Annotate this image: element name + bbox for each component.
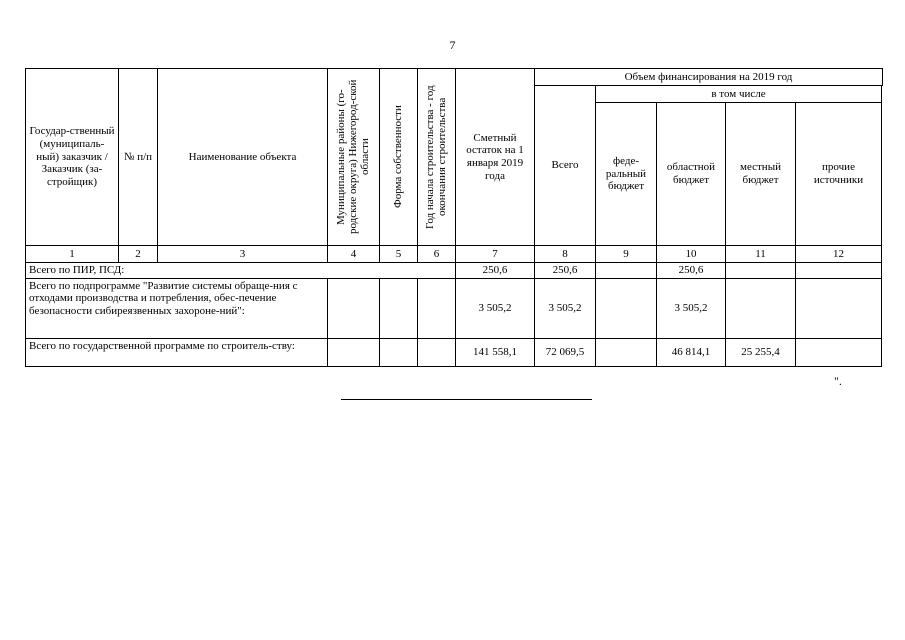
header-other: прочие источники [796,103,882,246]
cell-local [726,278,796,338]
cell-regional: 3 505,2 [657,278,726,338]
cell-other [796,263,882,279]
cell-total: 250,6 [535,263,596,279]
header-object-name: Наименование объекта [158,69,328,246]
cell-regional: 46 814,1 [657,338,726,366]
header-districts [328,69,380,246]
cell-years [418,278,456,338]
page-number: 7 [449,38,456,52]
row-label: Всего по государственной программе по строитель-ству: [26,338,328,366]
column-number: 3 [158,246,328,263]
cell-other [796,278,882,338]
cell-years [418,338,456,366]
column-number: 10 [657,246,726,263]
column-number: 1 [26,246,119,263]
header-total: Всего [535,86,596,246]
row-label: Всего по подпрограмме "Развитие системы обраще-ния с отходами производства и потребления, обес-печение безопасности сибиреязвенных захороне-ний": [26,278,328,338]
cell-total: 72 069,5 [535,338,596,366]
column-number: 11 [726,246,796,263]
column-number: 4 [328,246,380,263]
header-customer: Государ-ственный (муниципаль-ный) заказчик / Заказчик (за-стройщик) [26,69,119,246]
cell-regional: 250,6 [657,263,726,279]
header-years-text: Год начала строительства - год окончания строительства [424,85,449,229]
column-number: 8 [535,246,596,263]
column-number: 5 [380,246,418,263]
header-ownership-text: Форма собственности [392,105,405,209]
column-number: 12 [796,246,882,263]
header-including: в том числе [596,86,882,103]
header-regional: областной бюджет [657,103,726,246]
closing-quote-mark: ". [834,374,842,388]
column-number: 2 [119,246,158,263]
financing-table [25,68,883,367]
cell-other [796,338,882,366]
header-number: № п/п [119,69,158,246]
header-federal: феде-ральный бюджет [596,103,657,246]
column-number-row [26,246,883,263]
table-row [26,338,883,366]
header-ownership [380,69,418,246]
cell-districts [328,278,380,338]
header-years [418,69,456,246]
column-number: 7 [456,246,535,263]
header-districts-text: Муниципальные районы (го-родские округа) Нижегород-ской области [335,79,372,235]
table-row [26,263,883,279]
cell-balance: 250,6 [456,263,535,279]
cell-federal [596,263,657,279]
header-funding-group: Объем финансирования на 2019 год [535,69,883,86]
cell-total: 3 505,2 [535,278,596,338]
cell-local: 25 255,4 [726,338,796,366]
cell-federal [596,338,657,366]
cell-federal [596,278,657,338]
header-local: местный бюджет [726,103,796,246]
column-number: 9 [596,246,657,263]
cell-balance: 141 558,1 [456,338,535,366]
row-label: Всего по ПИР, ПСД: [26,263,456,279]
table-row [26,278,883,338]
cell-ownership [380,278,418,338]
end-rule [341,399,592,400]
cell-districts [328,338,380,366]
cell-ownership [380,338,418,366]
cell-local [726,263,796,279]
cell-balance: 3 505,2 [456,278,535,338]
header-balance: Сметный остаток на 1 января 2019 года [456,69,535,246]
column-number: 6 [418,246,456,263]
